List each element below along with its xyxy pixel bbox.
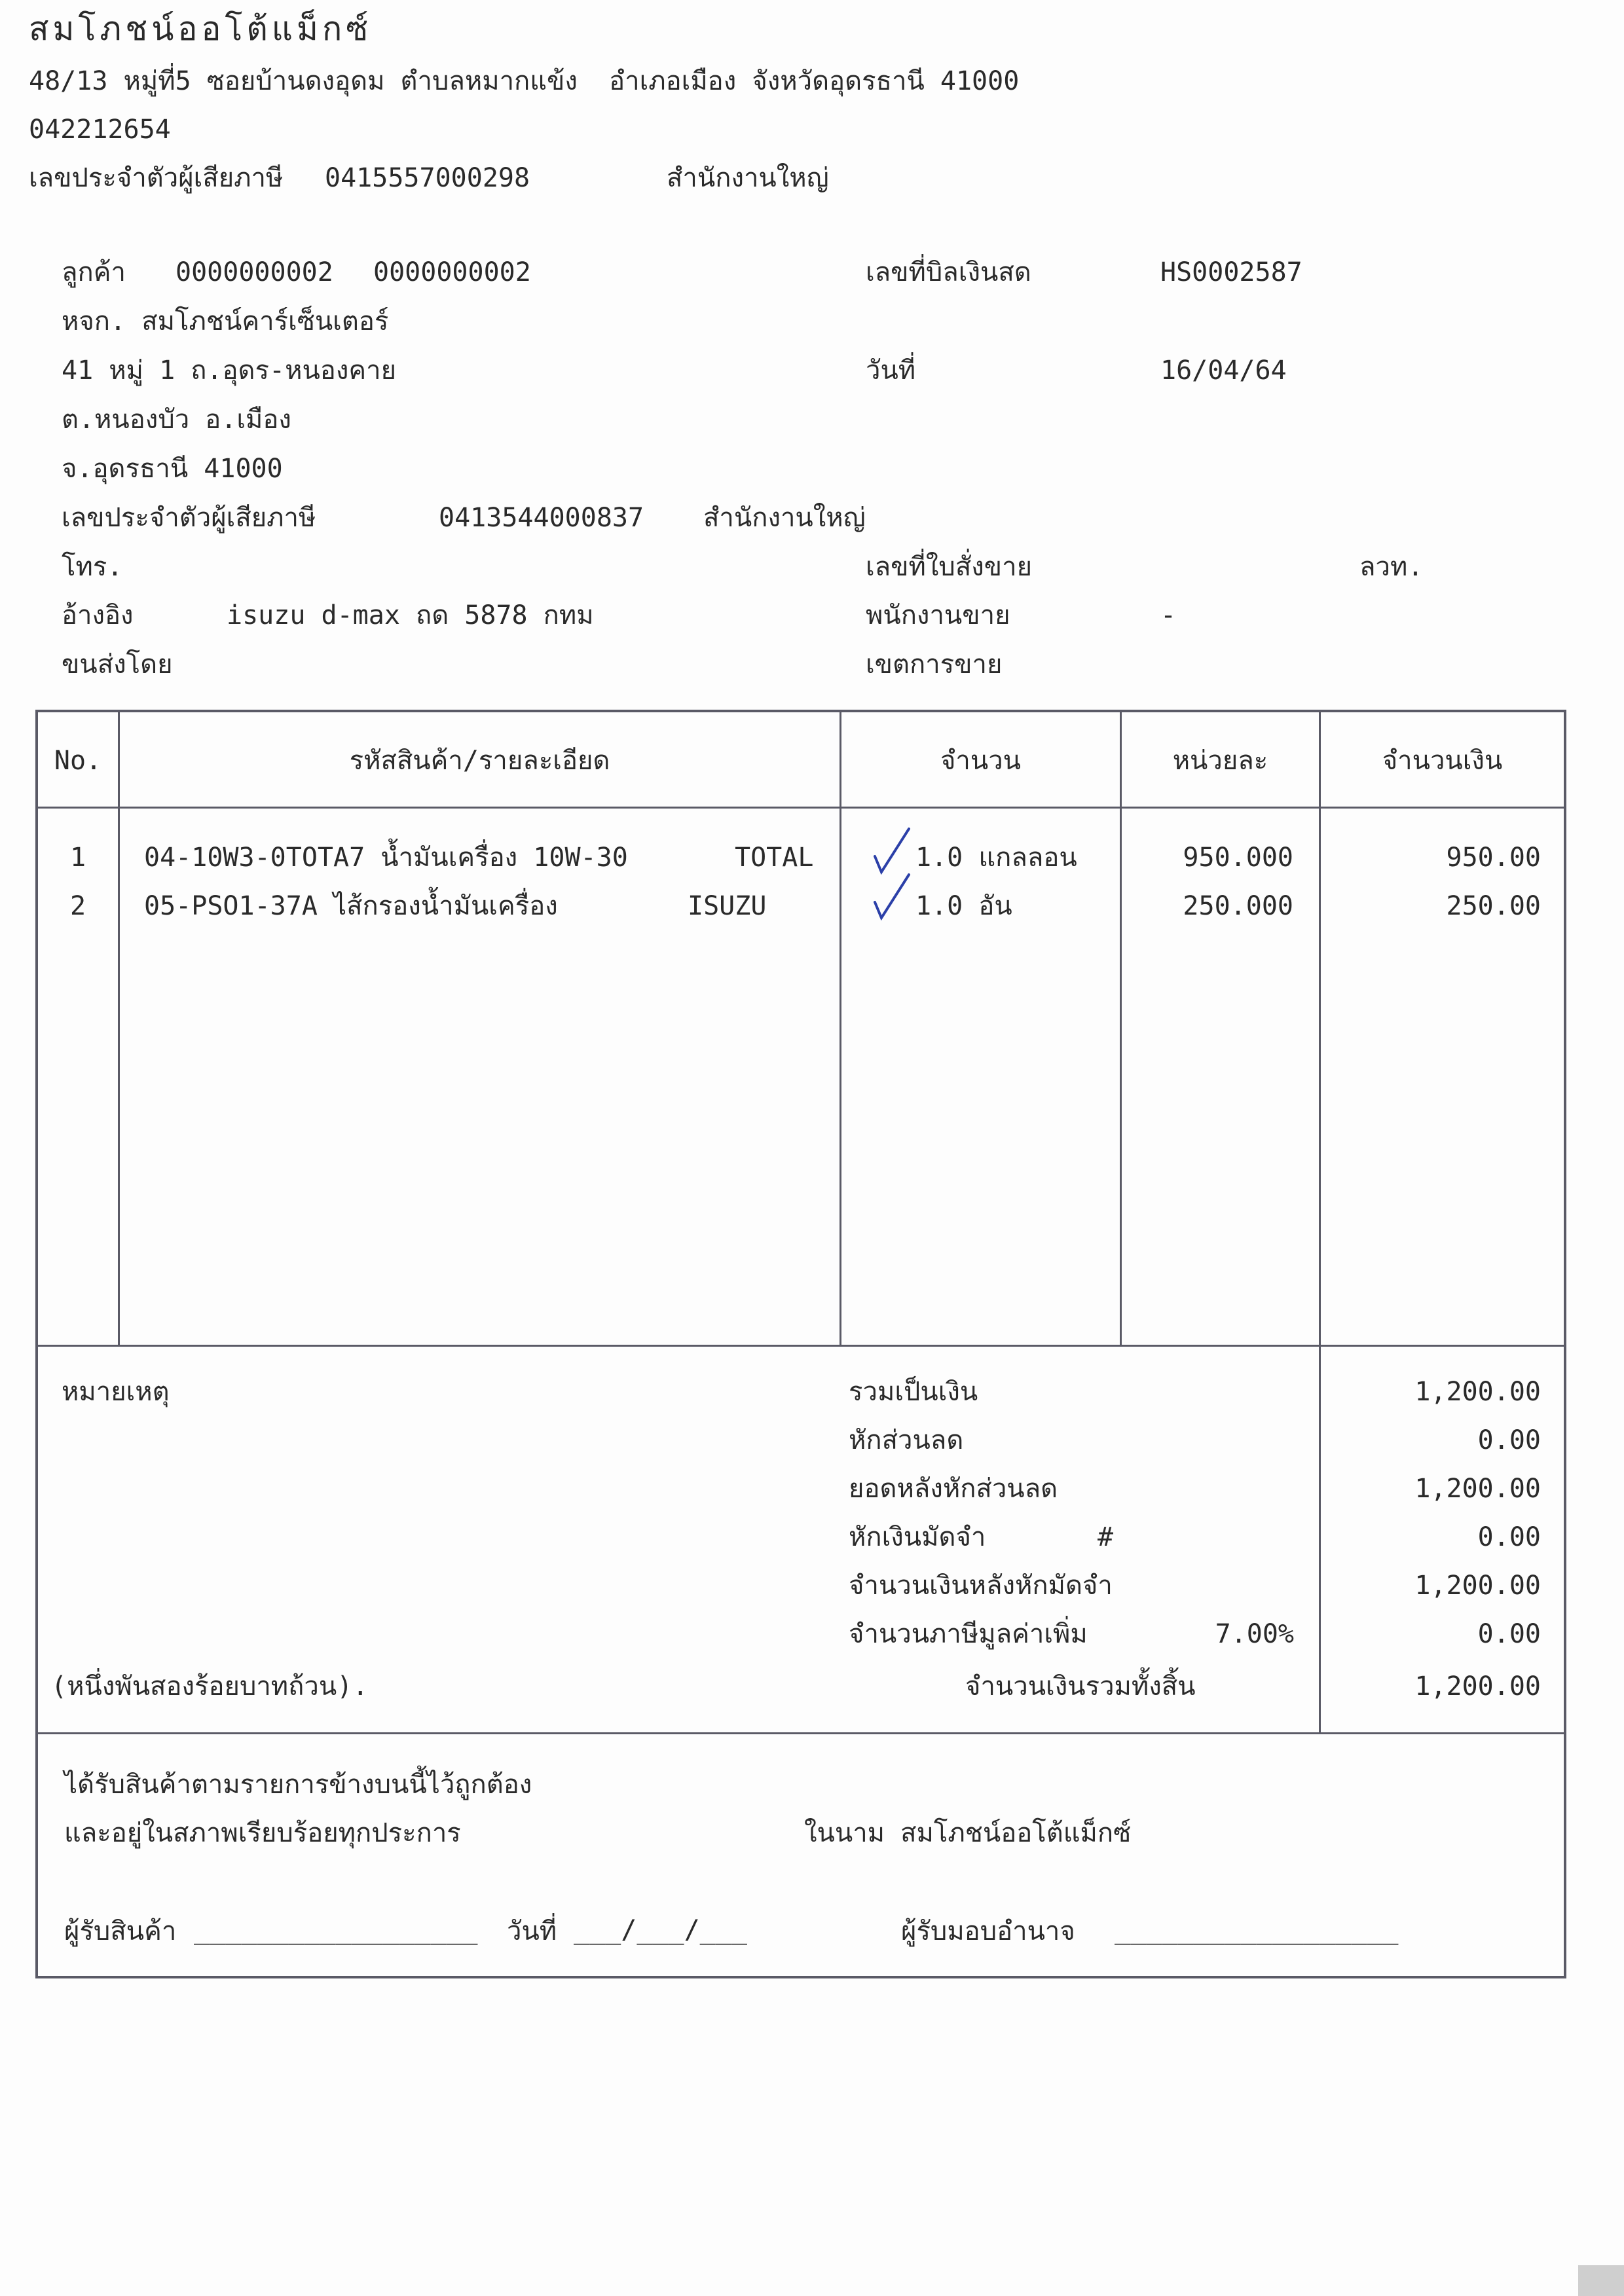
- summary-extra: 7.00%: [1215, 1619, 1294, 1649]
- receive-date-blank: ___/___/___: [574, 1915, 747, 1945]
- summary-value: 1,200.00: [1414, 1377, 1541, 1407]
- summary-label: ยอดหลังหักส่วนลด: [849, 1474, 1058, 1504]
- customer-tax-label: เลขประจำตัวผู้เสียภาษี: [62, 503, 316, 533]
- bill-date: 16/04/64: [1160, 355, 1287, 386]
- amount-in-words: (หนึ่งพันสองร้อยบาทถ้วน).: [51, 1671, 369, 1702]
- bill-date-label: วันที่: [866, 355, 916, 386]
- summary-label: รวมเป็นเงิน: [849, 1377, 978, 1407]
- row-brand: ISUZU: [688, 891, 767, 921]
- receiver-label: ผู้รับสินค้า: [64, 1916, 177, 1946]
- row-quantity: 1.0 แกลลอน: [915, 843, 1077, 873]
- authorized-signature-line: __________________: [1115, 1915, 1399, 1945]
- row-unit-price: 250.000: [1183, 891, 1293, 921]
- customer-code-2: 0000000002: [373, 257, 531, 287]
- summary-value: 1,200.00: [1414, 1571, 1541, 1601]
- customer-label: ลูกค้า: [62, 257, 126, 287]
- on-behalf-of: ในนาม สมโภชน์ออโต้แม็กซ์: [804, 1818, 1132, 1848]
- reference-value: isuzu d-max ถด 5878 กทม: [227, 600, 594, 630]
- summary-label: จำนวนเงินหลังหักมัดจำ: [849, 1571, 1113, 1601]
- salesperson-label: พนักงานขาย: [866, 600, 1010, 630]
- salesperson-value: -: [1160, 600, 1177, 630]
- column-header-no: No.: [54, 746, 102, 776]
- summary-value: 1,200.00: [1414, 1671, 1541, 1702]
- customer-address-line-3: จ.อุดรธานี 41000: [62, 454, 283, 484]
- column-header-description: รหัสสินค้า/รายละเอียด: [349, 746, 610, 776]
- summary-label: จำนวนเงินรวมทั้งสิ้น: [965, 1671, 1196, 1702]
- customer-address-line-2: ต.หนองบัว อ.เมือง: [62, 405, 291, 435]
- sales-zone-label: เขตการขาย: [866, 649, 1003, 680]
- remark-label: หมายเหตุ: [62, 1377, 170, 1407]
- scan-edge-shadow: [1578, 2265, 1624, 2296]
- summary-value: 0.00: [1477, 1619, 1541, 1649]
- summary-label: หักเงินมัดจำ: [849, 1522, 986, 1552]
- summary-value: 0.00: [1477, 1522, 1541, 1552]
- customer-branch: สำนักงานใหญ่: [703, 503, 866, 533]
- customer-tax-id: 0413544000837: [439, 503, 644, 533]
- row-quantity: 1.0 อัน: [915, 891, 1012, 921]
- customer-phone-label: โทร.: [62, 552, 123, 582]
- check-mark-icon: [872, 872, 912, 924]
- company-name: สมโภชน์ออโต้แม็กซ์: [29, 10, 373, 48]
- bill-number: HS0002587: [1160, 257, 1302, 287]
- company-phone: 042212654: [29, 115, 171, 145]
- column-header-amount: จำนวนเงิน: [1382, 746, 1503, 776]
- shipping-label: ขนส่งโดย: [62, 649, 173, 680]
- row-number: 1: [69, 843, 86, 873]
- customer-code: 0000000002: [175, 257, 333, 287]
- summary-label: จำนวนภาษีมูลค่าเพิ่ม: [849, 1619, 1088, 1649]
- column-header-quantity: จำนวน: [940, 746, 1022, 776]
- receiver-signature-line: __________________: [194, 1915, 478, 1945]
- row-unit-price: 950.000: [1183, 843, 1293, 873]
- row-amount: 250.00: [1446, 891, 1541, 921]
- summary-value: 0.00: [1477, 1425, 1541, 1455]
- check-mark-icon: [872, 826, 912, 879]
- company-tax-id: 0415557000298: [325, 163, 530, 193]
- reference-label: อ้างอิง: [62, 600, 134, 630]
- authorized-label: ผู้รับมอบอำนาจ: [901, 1916, 1075, 1946]
- row-code-description: 04-10W3-0TOTA7 น้ำมันเครื่อง 10W-30: [144, 843, 628, 873]
- company-address: 48/13 หมู่ที่5 ซอยบ้านดงอุดม ตำบลหมากแข้ง อำเภอเมือง จังหวัดอุดรธานี 41000: [29, 66, 1020, 96]
- row-brand: TOTAL: [735, 843, 814, 873]
- column-header-unit-price: หน่วยละ: [1172, 746, 1268, 776]
- row-code-description: 05-PSO1-37A ไส้กรองน้ำมันเครื่อง: [144, 891, 558, 921]
- receive-date-label: วันที่: [507, 1916, 557, 1946]
- summary-value: 1,200.00: [1414, 1474, 1541, 1504]
- sales-order-value: ลวท.: [1359, 552, 1424, 582]
- received-statement-line-2: และอยู่ในสภาพเรียบร้อยทุกประการ: [64, 1818, 461, 1848]
- summary-label: หักส่วนลด: [849, 1425, 964, 1455]
- customer-address-line-1: 41 หมู่ 1 ถ.อุดร-หนองคาย: [62, 355, 397, 386]
- company-branch: สำนักงานใหญ่: [667, 163, 829, 193]
- received-statement-line-1: ได้รับสินค้าตามรายการข้างบนนี้ไว้ถูกต้อง: [64, 1770, 532, 1800]
- bill-number-label: เลขที่บิลเงินสด: [866, 257, 1031, 287]
- customer-name: หจก. สมโภชน์คาร์เซ็นเตอร์: [62, 306, 389, 337]
- row-number: 2: [69, 891, 86, 921]
- sales-order-label: เลขที่ใบสั่งขาย: [866, 552, 1033, 582]
- summary-extra: #: [1098, 1522, 1114, 1552]
- company-tax-label: เลขประจำตัวผู้เสียภาษี: [29, 163, 284, 193]
- row-amount: 950.00: [1446, 843, 1541, 873]
